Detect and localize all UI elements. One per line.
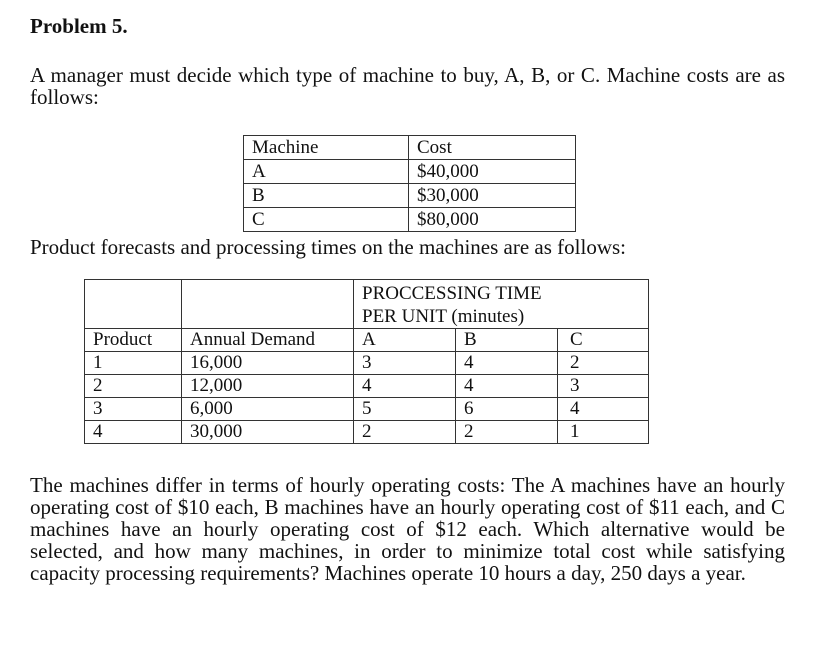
table-row <box>85 421 649 444</box>
problem-title: Problem 5. <box>30 14 128 38</box>
processing-time-header <box>354 280 649 329</box>
column-header-row <box>85 329 649 352</box>
time-b-cell: 4 <box>456 375 558 398</box>
machine-c-column-header: C <box>558 329 649 352</box>
machine-cell: C <box>244 208 409 232</box>
cost-cell: $30,000 <box>409 184 576 208</box>
machine-column-header: Machine <box>244 136 409 160</box>
cost-table-header-row <box>244 136 576 160</box>
cost-column-header: Cost <box>409 136 576 160</box>
product-cell: 4 <box>85 421 182 444</box>
machine-cost-table <box>243 135 576 232</box>
demand-cell: 6,000 <box>182 398 354 421</box>
forecast-intro-paragraph: Product forecasts and processing times on the machines are as follows: <box>30 235 627 259</box>
table-row <box>85 352 649 375</box>
product-cell: 1 <box>85 352 182 375</box>
machine-cell: B <box>244 184 409 208</box>
intro-paragraph: A manager must decide which type of machine to buy, A, B, or C. Machine costs are as follows: <box>30 63 785 109</box>
closing-paragraph: The machines differ in terms of hourly operating costs: The A machines have an hourly operating cost of $10 each, B machines have an hourly operating cost of $11 each, and C machines have an hourly operating cost of $12 each. Which alternative would be selected, and how many machines, in order to minimize total cost while satisfying capacity processing requirements? Machines operate 10 hours a day, 250 days a year. <box>30 473 785 585</box>
table-row <box>244 160 576 184</box>
table-row <box>85 398 649 421</box>
processing-time-table <box>84 279 649 444</box>
empty-header-cell <box>182 280 354 329</box>
processing-time-header-line2: PER UNIT (minutes) <box>362 306 525 327</box>
cost-cell: $80,000 <box>409 208 576 232</box>
time-a-cell: 3 <box>354 352 456 375</box>
time-c-cell: 4 <box>558 398 649 421</box>
empty-header-cell <box>85 280 182 329</box>
machine-cell: A <box>244 160 409 184</box>
processing-time-header-line1: PROCCESSING TIME <box>362 283 542 304</box>
demand-cell: 12,000 <box>182 375 354 398</box>
demand-cell: 30,000 <box>182 421 354 444</box>
time-a-cell: 5 <box>354 398 456 421</box>
time-c-cell: 2 <box>558 352 649 375</box>
time-b-cell: 4 <box>456 352 558 375</box>
table-row <box>85 375 649 398</box>
table-row <box>244 184 576 208</box>
time-a-cell: 4 <box>354 375 456 398</box>
table-row <box>244 208 576 232</box>
cost-cell: $40,000 <box>409 160 576 184</box>
machine-b-column-header: B <box>456 329 558 352</box>
time-c-cell: 1 <box>558 421 649 444</box>
time-c-cell: 3 <box>558 375 649 398</box>
time-b-cell: 6 <box>456 398 558 421</box>
group-header-row <box>85 280 649 329</box>
product-column-header: Product <box>85 329 182 352</box>
machine-a-column-header: A <box>354 329 456 352</box>
time-b-cell: 2 <box>456 421 558 444</box>
product-cell: 3 <box>85 398 182 421</box>
time-a-cell: 2 <box>354 421 456 444</box>
demand-cell: 16,000 <box>182 352 354 375</box>
product-cell: 2 <box>85 375 182 398</box>
demand-column-header: Annual Demand <box>182 329 354 352</box>
